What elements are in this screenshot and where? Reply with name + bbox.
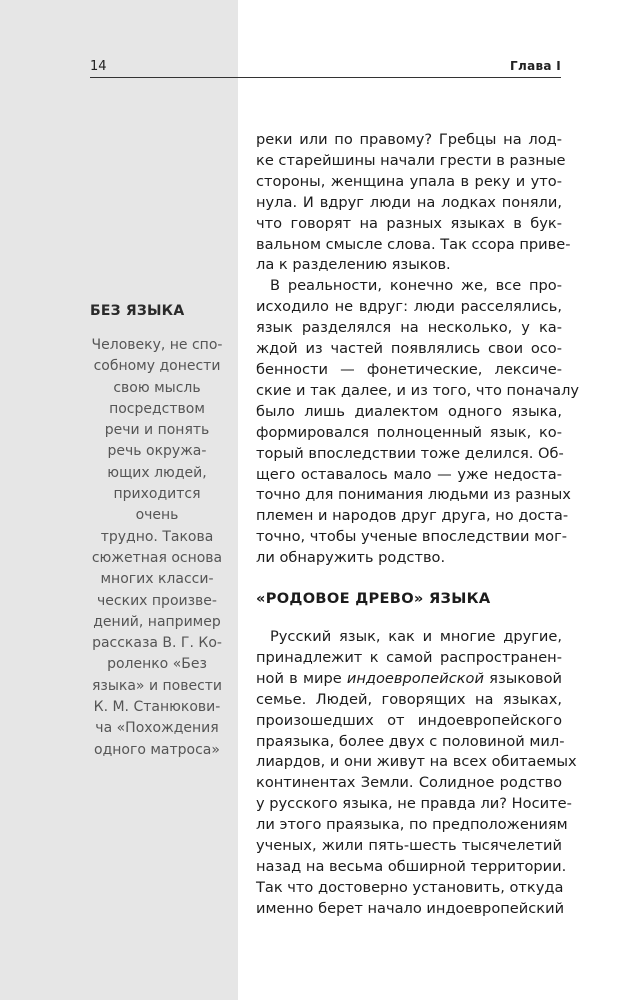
text-line: произошедших от индоевропейского <box>256 711 562 729</box>
sidebar-line: ча «Похождения <box>95 720 219 737</box>
text-line: ские и так далее, и из того, что поначалу <box>256 381 580 399</box>
paragraph-3 <box>256 627 577 920</box>
text-line: принадлежит к самой распространен- <box>256 648 562 666</box>
sidebar-line: рассказа В. Г. Ко- <box>92 635 222 652</box>
page-number: 14 <box>90 59 107 74</box>
sidebar-line: одного матроса» <box>94 741 220 758</box>
text-line: бенности — фонетические, лексиче- <box>256 360 562 378</box>
text-line: праязыка, более двух с половиной мил- <box>256 732 565 750</box>
text-line: вальном смысле слова. Так ссора приве- <box>256 235 571 253</box>
text-line: язык разделялся на несколько, у ка- <box>256 319 562 337</box>
text-line: у русского языка, не правда ли? Носите- <box>256 795 572 813</box>
text-line: точно для понимания людьми из разных <box>256 486 571 504</box>
text-line: лиардов, и они живут на всех обитаемых <box>256 753 577 771</box>
paragraph-2 <box>256 276 580 569</box>
text-line: щего оставалось мало — уже недоста- <box>256 465 562 483</box>
sidebar-line: многих класси- <box>100 571 214 588</box>
sidebar-line: речь окружа- <box>107 443 207 460</box>
text-line: ке старейшины начали грести в разные <box>256 151 566 169</box>
text-line: торый впоследствии тоже делился. Об- <box>256 444 564 462</box>
sidebar-title: БЕЗ ЯЗЫКА <box>90 303 185 319</box>
text-line: точно, чтобы ученые впоследствии мог- <box>256 528 568 546</box>
sidebar-line: роленко «Без <box>107 656 207 673</box>
header-rule <box>90 77 561 78</box>
text-line: ждой из частей появлялись свои осо- <box>256 340 562 358</box>
text-line: реки или по правому? Гребцы на лод- <box>256 131 562 148</box>
sidebar-line: Человеку, не спо- <box>91 337 223 353</box>
text-line: Так что достоверно установить, откуда <box>256 878 564 896</box>
sidebar-line: посредством <box>109 400 205 417</box>
text-line: ли обнаружить родство. <box>256 549 446 567</box>
sidebar-line: дений, например <box>93 613 221 630</box>
sidebar-line: К. М. Станюкови- <box>93 699 221 716</box>
sidebar-line: сюжетная основа <box>91 549 223 566</box>
sidebar-line: ющих людей, <box>107 464 207 481</box>
main-text <box>256 130 580 920</box>
text-line: В реальности, конечно же, все про- <box>270 277 562 295</box>
text-line: именно берет начало индоевропейский <box>256 899 565 917</box>
text-line: ученых, жили пять-шесть тысячелетий <box>256 837 562 855</box>
text-line: что говорят на разных языках в бук- <box>256 214 562 232</box>
text-line: племен и народов друг друга, но доста- <box>256 507 569 525</box>
text-fragment: ной в мире <box>256 669 347 687</box>
sidebar-line: языка» и повести <box>91 677 223 694</box>
text-line: семье. Людей, говорящих на языках, <box>256 690 562 708</box>
italic-term: индоевропейской <box>346 669 484 687</box>
sidebar-line: ческих произве- <box>97 592 217 609</box>
text-line: стороны, женщина упала в реку и уто- <box>256 172 562 190</box>
text-line: формировался полноценный язык, ко- <box>256 423 562 441</box>
chapter-title: Глава I <box>510 59 561 73</box>
text-line: было лишь диалектом одного языка, <box>256 402 562 420</box>
text-line: назад на весьма обширной территории. <box>256 858 567 875</box>
text-line: исходило не вдруг: люди расселялись, <box>256 298 562 316</box>
sidebar-line: речи и понять <box>104 422 210 439</box>
text-line-with-italic <box>256 669 562 690</box>
section-title: «РОДОВОЕ ДРЕВО» ЯЗЫКА <box>256 590 491 608</box>
text-fragment: языковой <box>483 669 562 687</box>
sidebar-line: собному донести <box>93 358 221 375</box>
sidebar-note <box>90 303 224 761</box>
text-line: ли этого праязыка, по предположениям <box>256 816 568 834</box>
text-line: ла к разделению языков. <box>256 256 451 274</box>
sidebar-line: приходится очень <box>113 486 201 524</box>
text-line: континентах Земли. Солидное родство <box>256 774 562 792</box>
sidebar-line: трудно. Такова <box>100 528 214 545</box>
sidebar-line: свою мысль <box>113 379 201 396</box>
paragraph-1 <box>256 130 571 276</box>
text-line: Русский язык, как и многие другие, <box>270 628 562 646</box>
sidebar-text <box>90 335 224 761</box>
text-line: нула. И вдруг люди на лодках поняли, <box>256 193 562 211</box>
